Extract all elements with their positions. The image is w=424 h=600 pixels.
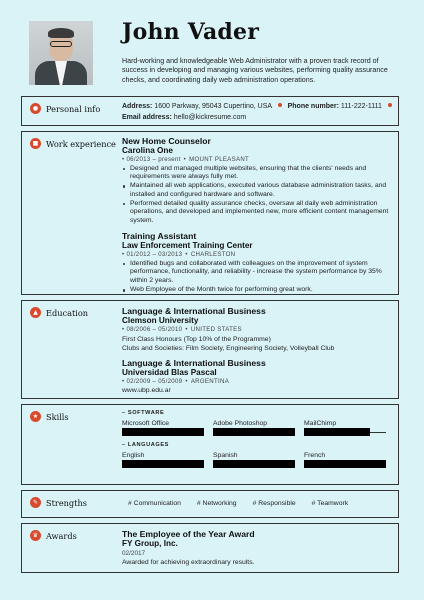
skill-item bbox=[122, 419, 204, 436]
education-entry bbox=[122, 306, 394, 353]
skill-level-bar bbox=[122, 460, 204, 468]
job-org: Law Enforcement Training Center bbox=[122, 241, 253, 251]
award-name: The Employee of the Year Award bbox=[122, 529, 255, 539]
school: Universidad Blas Pascal bbox=[122, 367, 217, 377]
profile-summary: Hard-working and knowledgeable Web Administrator with a proven track record of success in developing and managing various websites, performing quality assurance checks, and coordinating daily web administration operations. bbox=[122, 57, 388, 84]
phone-value: 111-222-1111 bbox=[340, 103, 382, 110]
education-detail: First Class Honours (Top 10% of the Programme) bbox=[122, 335, 271, 343]
section-header bbox=[30, 138, 116, 149]
section-title: Personal info bbox=[46, 103, 101, 114]
software-skills bbox=[122, 419, 394, 436]
section-title: Awards bbox=[46, 530, 77, 541]
strength-tags bbox=[128, 500, 400, 507]
skill-name: English bbox=[122, 452, 145, 459]
address-value: 1600 Parkway, 95043 Cupertino, USA bbox=[154, 103, 272, 110]
job-dates: 06/2013 – present bbox=[126, 156, 181, 163]
skill-level-bar bbox=[304, 428, 386, 436]
education-location: ARGENTINA bbox=[190, 377, 230, 385]
awards-section bbox=[21, 523, 399, 573]
job-dates: 01/2012 – 03/2013 bbox=[126, 251, 183, 259]
job-bullets bbox=[122, 260, 394, 295]
job-bullet: Designed and managed multiple websites, ensuring that the clients' needs and requirements were always fully met. bbox=[122, 165, 394, 183]
education-location: UNITED STATES bbox=[190, 326, 242, 333]
degree: Language & International Business bbox=[122, 357, 266, 368]
skill-level-bar bbox=[304, 460, 386, 468]
candidate-name: John Vader bbox=[122, 19, 260, 45]
award-description: Awarded for achieving extraordinary results. bbox=[122, 559, 255, 566]
education-entry bbox=[122, 358, 394, 396]
skills-group-heading: – LANGUAGES bbox=[122, 442, 170, 448]
skill-item bbox=[213, 419, 295, 436]
job-bullet: Performed detailed quality assurance checks, oversaw all daily web administration operations, and developed and implemented new, more efficient content management system. bbox=[122, 200, 394, 226]
mortarboard-icon: ▲ bbox=[30, 307, 41, 318]
skill-name: Microsoft Office bbox=[122, 420, 170, 427]
briefcase-icon: ■ bbox=[30, 138, 41, 149]
phone-label: Phone number: bbox=[287, 103, 339, 110]
education-meta: • 08/2006 – 05/2010 • UNITED STATES bbox=[122, 326, 242, 333]
strength-tag: # Teamwork bbox=[311, 500, 349, 507]
skills-section bbox=[21, 404, 399, 485]
strength-tag: # Communication bbox=[128, 500, 181, 507]
job-role: New Home Counselor bbox=[122, 136, 211, 146]
email-value[interactable]: hello@kickresume.com bbox=[173, 114, 247, 121]
skill-item bbox=[122, 451, 204, 468]
skill-name: Spanish bbox=[213, 452, 238, 459]
language-skills bbox=[122, 451, 394, 468]
school-website-link[interactable]: www.ubp.edu.ar bbox=[122, 387, 171, 394]
job-entry bbox=[122, 136, 394, 226]
section-header bbox=[30, 530, 77, 541]
job-role: Training Assistant bbox=[122, 231, 197, 242]
education-detail: Clubs and Societies: Film Society, Engineering Society, Volleyball Club bbox=[122, 344, 335, 352]
email-label: Email address: bbox=[122, 114, 172, 121]
skill-name: French bbox=[304, 452, 326, 459]
section-title: Skills bbox=[46, 411, 69, 422]
section-header bbox=[30, 307, 88, 318]
strength-tag: # Networking bbox=[196, 500, 237, 507]
personal-info-section bbox=[21, 96, 399, 126]
skill-level-bar bbox=[122, 428, 204, 436]
email-line bbox=[122, 112, 394, 123]
skill-level-bar bbox=[213, 460, 295, 468]
star-icon: ★ bbox=[30, 411, 41, 422]
job-meta: • 06/2013 – present • MOUNT PLEASANT bbox=[122, 156, 250, 163]
section-header bbox=[30, 103, 100, 114]
education-section bbox=[21, 300, 399, 399]
section-header bbox=[30, 497, 87, 508]
job-bullet: Web Employee of the Month twice for performing great work. bbox=[122, 286, 394, 295]
separator-dot bbox=[388, 103, 392, 107]
education-meta: • 02/2009 – 05/2009 • ARGENTINA bbox=[122, 377, 230, 385]
contact-line bbox=[122, 101, 394, 112]
job-meta: • 01/2012 – 03/2013 • CHARLESTON bbox=[122, 251, 236, 259]
skill-name: MailChimp bbox=[304, 420, 337, 427]
section-title: Education bbox=[46, 307, 89, 318]
award-date: 02/2017 bbox=[122, 550, 146, 557]
section-title: Work experience bbox=[46, 138, 116, 149]
person-icon: ● bbox=[30, 103, 41, 114]
job-bullets bbox=[122, 165, 394, 227]
school: Clemson University bbox=[122, 316, 199, 325]
job-entry bbox=[122, 231, 394, 295]
skill-item bbox=[304, 451, 386, 468]
section-title: Strengths bbox=[46, 497, 87, 508]
job-bullet: Identified bugs and collaborated with colleagues on the improvement of system performance, functionality, and reliability - increase the system performance by 35% within 2 years. bbox=[122, 260, 394, 286]
strengths-section bbox=[21, 490, 399, 518]
profile-photo bbox=[29, 21, 93, 85]
skill-level-bar bbox=[213, 428, 295, 436]
skill-item bbox=[213, 451, 295, 468]
education-dates: 08/2006 – 05/2010 bbox=[126, 326, 183, 333]
job-org: Carolina One bbox=[122, 146, 173, 155]
job-location: MOUNT PLEASANT bbox=[189, 156, 250, 163]
job-bullet: Maintained all web applications, executed various database administration tasks, and installed and configured hardware and software. bbox=[122, 182, 394, 200]
degree: Language & International Business bbox=[122, 306, 266, 316]
skills-group-heading: – SOFTWARE bbox=[122, 410, 165, 416]
trophy-icon: ♛ bbox=[30, 530, 41, 541]
skill-item bbox=[304, 419, 386, 436]
address-label: Address: bbox=[122, 103, 153, 110]
job-location: CHARLESTON bbox=[190, 251, 236, 259]
pen-icon: ✎ bbox=[30, 497, 41, 508]
education-dates: 02/2009 – 05/2009 bbox=[126, 377, 183, 385]
skill-name: Adobe Photoshop bbox=[213, 420, 268, 427]
work-experience-section bbox=[21, 131, 399, 295]
separator-dot bbox=[278, 103, 282, 107]
strength-tag: # Responsible bbox=[252, 500, 296, 507]
award-org: FY Group, Inc. bbox=[122, 539, 178, 548]
section-header bbox=[30, 411, 69, 422]
